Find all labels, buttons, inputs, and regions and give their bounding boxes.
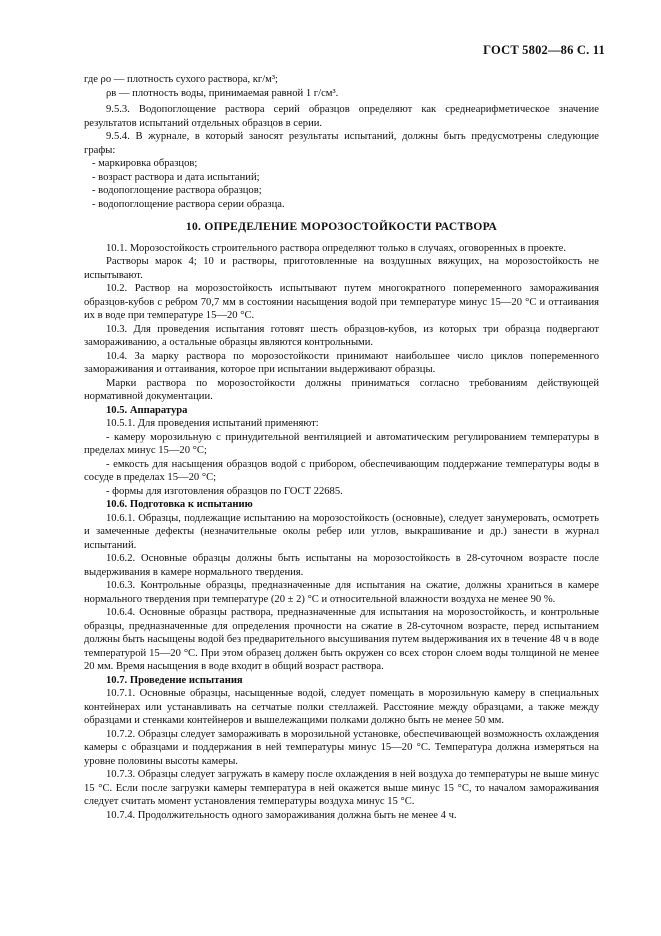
paragraph: 10.4. За марку раствора по морозостойкости принимают наибольшее число циклов попеременного замораживания и оттаивания, которое при испытании выдерживают образцы.: [84, 350, 599, 375]
paragraph: 9.5.3. Водопоглощение раствора серий образцов определяют как среднеарифметическое значение результатов испытаний отдельных образцов в серии.: [84, 104, 599, 129]
paragraph: 10.2. Раствор на морозостойкость испытывают путем многократного попеременного замораживания образцов-кубов с ребром 70,7 мм в состоянии насыщения водой при температуре минус 15—20 °С и оттаивания их в воде при температуре 15—20 °С.: [84, 283, 599, 321]
list-item: - камеру морозильную с принудительной вентиляцией и автоматическим регулированием температуры в пределах минус 15—20 °С;: [84, 431, 599, 456]
list-item: - маркировка образцов;: [92, 158, 198, 169]
paragraph: 10.7.4. Продолжительность одного замораживания должна быть не менее 4 ч.: [106, 809, 457, 821]
list-item: - емкость для насыщения образцов водой с прибором, обеспечивающим поддержание температуры воды в сосуде в пределах 15—20 °С;: [84, 458, 599, 483]
paragraph: где ρо — плотность сухого раствора, кг/м³;: [84, 74, 279, 85]
subsection-title: 10.7. Проведение испытания: [106, 674, 243, 686]
paragraph: 10.7.2. Образцы следует замораживать в морозильной установке, обеспечивающей возможность охлаждения камеры с образцами и поддержания в ней температуры минус 15—20 °С. Температура должна измеряться на уровне половины высоты камеры.: [84, 728, 599, 767]
paragraph: 10.6.1. Образцы, подлежащие испытанию на морозостойкость (основные), следует занумеровать, осмотреть и замеченные дефекты (незначительные околы ребер или углов, выкрашивание и др.) занести в журнал испытаний.: [84, 512, 599, 551]
document-body: [84, 73, 599, 822]
paragraph: 10.6.3. Контрольные образцы, предназначенные для испытания на сжатие, должны храниться в камере нормального твердения при температуре (20 ± 2) °С и относительной влажности воздуха не менее 90 %.: [84, 580, 599, 605]
paragraph: ρв — плотность воды, принимаемая равной 1 г/см³.: [106, 87, 339, 99]
paragraph: Марки раствора по морозостойкости должны приниматься согласно требованиям действующей нормативной документации.: [84, 377, 599, 402]
list-item: - формы для изготовления образцов по ГОСТ 22685.: [106, 485, 343, 497]
subsection-title: 10.5. Аппаратура: [106, 404, 188, 416]
list-item: - возраст раствора и дата испытаний;: [92, 171, 260, 183]
paragraph: 10.6.2. Основные образцы должны быть испытаны на морозостойкость в 28-суточном возрасте после выдерживания в камере нормального твердения.: [84, 553, 599, 578]
paragraph: 10.7.1. Основные образцы, насыщенные водой, следует помещать в морозильную камеру в специальных контейнерах или устанавливать на сетчатые полки стеллажей. Расстояние между образцами, а также между образцами и стенками контейнеров и вышележащими полками должно быть не менее 50 мм.: [84, 688, 599, 726]
paragraph: 9.5.4. В журнале, в который заносят результаты испытаний, должны быть предусмотрены следующие графы:: [84, 131, 599, 156]
paragraph: 10.5.1. Для проведения испытаний применяют:: [106, 418, 319, 429]
subsection-title: 10.6. Подготовка к испытанию: [106, 499, 253, 510]
paragraph: 10.1. Морозостойкость строительного раствора определяют только в случаях, оговоренных в проекте.: [106, 242, 566, 254]
paragraph: 10.3. Для проведения испытания готовят шесть образцов-кубов, из которых три образца подвергают замораживанию, а остальные образцы являются контрольными.: [84, 323, 599, 348]
paragraph: 10.6.4. Основные образцы раствора, предназначенные для испытания на морозостойкость, и контрольные образцы, предназначенные для определения прочности на сжатие в 28-суточном возрасте, перед испытанием должны быть насыщены водой без предварительного высушивания путем выдерживания их в течение 48 ч в воде температурой 15—20 °С. При этом образец должен быть окружен со всех сторон слоем воды толщиной не менее 20 мм. Время насыщения в воде входит в общий возраст раствора.: [84, 607, 599, 672]
list-item: - водопоглощение раствора серии образца.: [92, 198, 285, 210]
section-title: 10. ОПРЕДЕЛЕНИЕ МОРОЗОСТОЙКОСТИ РАСТВОРА: [185, 221, 498, 233]
page-header: ГОСТ 5802—86 С. 11: [483, 43, 605, 57]
paragraph: 10.7.3. Образцы следует загружать в камеру после охлаждения в ней воздуха до температуры не выше минус 15 °С. Если после загрузки камеры температура в ней окажется выше минус 15 °С, то началом замораживания следует считать момент установления температуры воздуха минус 15 °С.: [84, 769, 599, 807]
paragraph: Растворы марок 4; 10 и растворы, приготовленные на воздушных вяжущих, на морозостойкость не испытывают.: [84, 256, 599, 281]
list-item: - водопоглощение раствора образцов;: [92, 185, 262, 196]
